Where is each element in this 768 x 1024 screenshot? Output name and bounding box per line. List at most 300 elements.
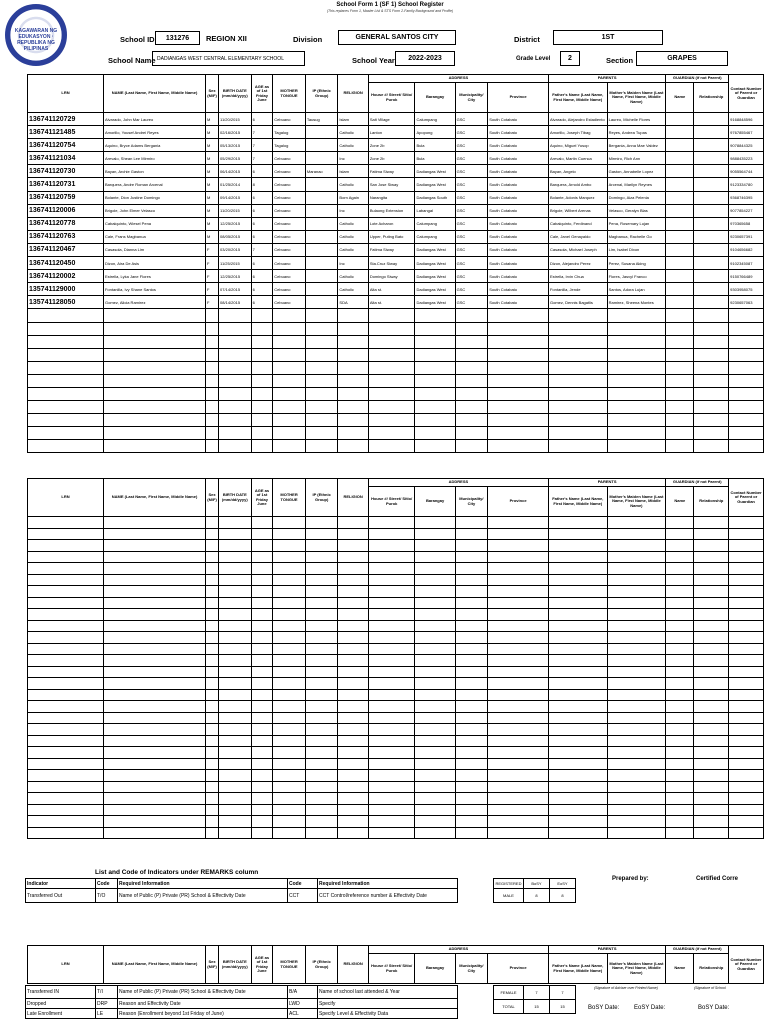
religion-cell[interactable] (338, 758, 368, 770)
name-cell[interactable] (103, 401, 205, 414)
mother-tongue-cell[interactable]: Cebuano (273, 296, 306, 309)
birthdate-cell[interactable] (219, 540, 252, 552)
lrn-cell[interactable]: 136741120002 (28, 270, 104, 283)
lrn-cell[interactable] (28, 643, 104, 655)
guardian-name-cell[interactable] (666, 666, 694, 678)
guardian-name-cell[interactable] (666, 827, 694, 839)
contact-cell[interactable] (729, 689, 764, 701)
mother-cell[interactable] (607, 666, 666, 678)
sex-cell[interactable] (206, 440, 219, 453)
sex-cell[interactable]: M (206, 178, 219, 191)
city-cell[interactable]: GSC (455, 204, 488, 217)
name-cell[interactable] (103, 793, 205, 805)
city-cell[interactable] (455, 586, 488, 598)
birthdate-cell[interactable] (219, 689, 252, 701)
father-cell[interactable] (548, 770, 607, 782)
mother-tongue-cell[interactable] (273, 387, 306, 400)
contact-cell[interactable]: 9888435223 (729, 152, 764, 165)
contact-cell[interactable] (729, 620, 764, 632)
school-name-field[interactable]: DADIANGAS WEST CENTRAL ELEMENTARY SCHOOL (152, 51, 305, 66)
barangay-cell[interactable] (415, 747, 455, 759)
guardian-name-cell[interactable] (666, 528, 694, 540)
barangay-cell[interactable] (415, 781, 455, 793)
father-cell[interactable]: Brigole, Wilbert Arenas (548, 204, 607, 217)
contact-cell[interactable]: 970365658 (729, 217, 764, 230)
mother-cell[interactable] (607, 816, 666, 828)
religion-cell[interactable]: Catholic (338, 126, 368, 139)
barangay-cell[interactable] (415, 632, 455, 644)
ip-cell[interactable] (305, 735, 338, 747)
sex-cell[interactable] (206, 701, 219, 713)
house-cell[interactable] (368, 781, 415, 793)
sex-cell[interactable] (206, 374, 219, 387)
contact-cell[interactable] (729, 597, 764, 609)
sex-cell[interactable] (206, 620, 219, 632)
religion-cell[interactable] (338, 770, 368, 782)
relationship-cell[interactable] (694, 204, 729, 217)
house-cell[interactable] (368, 655, 415, 667)
barangay-cell[interactable] (415, 414, 455, 427)
province-cell[interactable]: South Cotabato (488, 204, 549, 217)
lrn-cell[interactable]: 136741120730 (28, 165, 104, 178)
city-cell[interactable]: GSC (455, 152, 488, 165)
mother-tongue-cell[interactable]: Cebuano (273, 283, 306, 296)
ip-cell[interactable] (305, 758, 338, 770)
contact-cell[interactable] (729, 540, 764, 552)
relationship-cell[interactable] (694, 528, 729, 540)
barangay-cell[interactable] (415, 666, 455, 678)
ip-cell[interactable] (305, 781, 338, 793)
barangay-cell[interactable] (415, 735, 455, 747)
lrn-cell[interactable] (28, 678, 104, 690)
father-cell[interactable] (548, 387, 607, 400)
name-cell[interactable]: Gomez, Alicia Ramirez (103, 296, 205, 309)
relationship-cell[interactable] (694, 139, 729, 152)
sex-cell[interactable] (206, 540, 219, 552)
ip-cell[interactable] (305, 243, 338, 256)
name-cell[interactable] (103, 620, 205, 632)
name-cell[interactable] (103, 609, 205, 621)
birthdate-cell[interactable] (219, 632, 252, 644)
lrn-cell[interactable] (28, 574, 104, 586)
sex-cell[interactable] (206, 401, 219, 414)
house-cell[interactable] (368, 620, 415, 632)
province-cell[interactable] (488, 793, 549, 805)
religion-cell[interactable]: Islam (338, 165, 368, 178)
birthdate-cell[interactable] (219, 781, 252, 793)
ip-cell[interactable] (305, 204, 338, 217)
ip-cell[interactable] (305, 126, 338, 139)
sex-cell[interactable]: M (206, 191, 219, 204)
lrn-cell[interactable] (28, 348, 104, 361)
guardian-name-cell[interactable] (666, 551, 694, 563)
father-cell[interactable]: Amorillo, Joseph Tibag (548, 126, 607, 139)
guardian-name-cell[interactable] (666, 758, 694, 770)
barangay-cell[interactable]: Dadiangas West (415, 165, 455, 178)
birthdate-cell[interactable] (219, 563, 252, 575)
name-cell[interactable] (103, 689, 205, 701)
mother-cell[interactable] (607, 643, 666, 655)
mother-tongue-cell[interactable] (273, 414, 306, 427)
relationship-cell[interactable] (694, 217, 729, 230)
barangay-cell[interactable] (415, 374, 455, 387)
birthdate-cell[interactable] (219, 309, 252, 322)
barangay-cell[interactable] (415, 574, 455, 586)
age-cell[interactable] (251, 517, 273, 529)
birthdate-cell[interactable]: 07/14/2015 (219, 283, 252, 296)
name-cell[interactable] (103, 361, 205, 374)
city-cell[interactable]: GSC (455, 283, 488, 296)
guardian-name-cell[interactable] (666, 270, 694, 283)
mother-cell[interactable] (607, 309, 666, 322)
guardian-name-cell[interactable] (666, 440, 694, 453)
city-cell[interactable] (455, 724, 488, 736)
relationship-cell[interactable] (694, 712, 729, 724)
father-cell[interactable] (548, 632, 607, 644)
name-cell[interactable] (103, 712, 205, 724)
sex-cell[interactable] (206, 689, 219, 701)
barangay-cell[interactable]: Dadiangas West (415, 257, 455, 270)
birthdate-cell[interactable]: 09/14/2015 (219, 191, 252, 204)
name-cell[interactable] (103, 517, 205, 529)
province-cell[interactable]: South Cotabato (488, 152, 549, 165)
mother-tongue-cell[interactable] (273, 632, 306, 644)
city-cell[interactable] (455, 701, 488, 713)
mother-tongue-cell[interactable] (273, 528, 306, 540)
house-cell[interactable] (368, 540, 415, 552)
father-cell[interactable] (548, 758, 607, 770)
age-cell[interactable] (251, 632, 273, 644)
city-cell[interactable]: GSC (455, 126, 488, 139)
ip-cell[interactable] (305, 387, 338, 400)
name-cell[interactable] (103, 804, 205, 816)
house-cell[interactable] (368, 309, 415, 322)
relationship-cell[interactable] (694, 517, 729, 529)
contact-cell[interactable] (729, 793, 764, 805)
father-cell[interactable] (548, 361, 607, 374)
name-cell[interactable]: Bayan, Archie Gaston (103, 165, 205, 178)
ip-cell[interactable] (305, 632, 338, 644)
name-cell[interactable] (103, 643, 205, 655)
guardian-name-cell[interactable] (666, 374, 694, 387)
age-cell[interactable] (251, 781, 273, 793)
contact-cell[interactable]: 9078844325 (729, 139, 764, 152)
religion-cell[interactable]: Inc (338, 204, 368, 217)
religion-cell[interactable] (338, 609, 368, 621)
province-cell[interactable] (488, 701, 549, 713)
mother-cell[interactable]: Santos, Adora Lujan (607, 283, 666, 296)
religion-cell[interactable] (338, 517, 368, 529)
ip-cell[interactable] (305, 414, 338, 427)
contact-cell[interactable] (729, 804, 764, 816)
relationship-cell[interactable] (694, 152, 729, 165)
contact-cell[interactable]: 9077854227 (729, 204, 764, 217)
province-cell[interactable] (488, 540, 549, 552)
guardian-name-cell[interactable] (666, 781, 694, 793)
guardian-name-cell[interactable] (666, 678, 694, 690)
mother-tongue-cell[interactable] (273, 678, 306, 690)
father-cell[interactable] (548, 335, 607, 348)
sex-cell[interactable]: F (206, 296, 219, 309)
relationship-cell[interactable] (694, 747, 729, 759)
barangay-cell[interactable] (415, 597, 455, 609)
guardian-name-cell[interactable] (666, 191, 694, 204)
mother-cell[interactable]: Velasco, Geralyn Blas (607, 204, 666, 217)
province-cell[interactable] (488, 322, 549, 335)
name-cell[interactable]: Amorillo, Yousef Andrei Reyes (103, 126, 205, 139)
age-cell[interactable] (251, 387, 273, 400)
relationship-cell[interactable] (694, 689, 729, 701)
birthdate-cell[interactable] (219, 747, 252, 759)
name-cell[interactable] (103, 747, 205, 759)
house-cell[interactable] (368, 586, 415, 598)
guardian-name-cell[interactable] (666, 243, 694, 256)
mother-tongue-cell[interactable]: Cebuano (273, 243, 306, 256)
school-id-field[interactable]: 131276 (155, 31, 200, 45)
contact-cell[interactable] (729, 361, 764, 374)
division-field[interactable]: GENERAL SANTOS CITY (338, 30, 456, 45)
lrn-cell[interactable]: 136741120778 (28, 217, 104, 230)
religion-cell[interactable] (338, 322, 368, 335)
city-cell[interactable] (455, 678, 488, 690)
guardian-name-cell[interactable] (666, 335, 694, 348)
barangay-cell[interactable] (415, 517, 455, 529)
ip-cell[interactable] (305, 440, 338, 453)
lrn-cell[interactable] (28, 387, 104, 400)
contact-cell[interactable] (729, 335, 764, 348)
contact-cell[interactable] (729, 401, 764, 414)
guardian-name-cell[interactable] (666, 178, 694, 191)
contact-cell[interactable] (729, 517, 764, 529)
province-cell[interactable] (488, 781, 549, 793)
ip-cell[interactable] (305, 689, 338, 701)
sex-cell[interactable]: F (206, 283, 219, 296)
province-cell[interactable]: South Cotabato (488, 283, 549, 296)
house-cell[interactable] (368, 609, 415, 621)
sex-cell[interactable] (206, 724, 219, 736)
sex-cell[interactable] (206, 655, 219, 667)
ip-cell[interactable] (305, 678, 338, 690)
city-cell[interactable] (455, 540, 488, 552)
father-cell[interactable] (548, 724, 607, 736)
lrn-cell[interactable] (28, 361, 104, 374)
city-cell[interactable] (455, 574, 488, 586)
ip-cell[interactable] (305, 643, 338, 655)
sex-cell[interactable]: M (206, 139, 219, 152)
mother-tongue-cell[interactable] (273, 758, 306, 770)
mother-tongue-cell[interactable] (273, 724, 306, 736)
ip-cell[interactable] (305, 804, 338, 816)
contact-cell[interactable] (729, 632, 764, 644)
lrn-cell[interactable] (28, 632, 104, 644)
barangay-cell[interactable]: Calumpang (415, 230, 455, 243)
guardian-name-cell[interactable] (666, 296, 694, 309)
barangay-cell[interactable] (415, 816, 455, 828)
contact-cell[interactable] (729, 747, 764, 759)
mother-tongue-cell[interactable] (273, 374, 306, 387)
contact-cell[interactable] (729, 586, 764, 598)
barangay-cell[interactable] (415, 724, 455, 736)
sex-cell[interactable]: F (206, 243, 219, 256)
house-cell[interactable]: Alta st. (368, 296, 415, 309)
religion-cell[interactable] (338, 793, 368, 805)
mother-cell[interactable]: Mirmiro, Rich Ann (607, 152, 666, 165)
age-cell[interactable] (251, 540, 273, 552)
father-cell[interactable] (548, 586, 607, 598)
province-cell[interactable] (488, 735, 549, 747)
father-cell[interactable] (548, 678, 607, 690)
relationship-cell[interactable] (694, 113, 729, 126)
birthdate-cell[interactable] (219, 712, 252, 724)
age-cell[interactable]: 6 (251, 296, 273, 309)
barangay-cell[interactable] (415, 551, 455, 563)
birthdate-cell[interactable] (219, 401, 252, 414)
name-cell[interactable] (103, 414, 205, 427)
relationship-cell[interactable] (694, 586, 729, 598)
barangay-cell[interactable] (415, 770, 455, 782)
sex-cell[interactable] (206, 586, 219, 598)
father-cell[interactable] (548, 348, 607, 361)
name-cell[interactable] (103, 678, 205, 690)
province-cell[interactable] (488, 348, 549, 361)
province-cell[interactable]: South Cotabato (488, 191, 549, 204)
father-cell[interactable] (548, 374, 607, 387)
mother-tongue-cell[interactable]: Cebuano (273, 178, 306, 191)
ip-cell[interactable] (305, 586, 338, 598)
name-cell[interactable] (103, 528, 205, 540)
relationship-cell[interactable] (694, 361, 729, 374)
mother-tongue-cell[interactable]: Cebuano (273, 257, 306, 270)
contact-cell[interactable] (729, 666, 764, 678)
house-cell[interactable] (368, 387, 415, 400)
lrn-cell[interactable] (28, 735, 104, 747)
province-cell[interactable] (488, 528, 549, 540)
city-cell[interactable] (455, 563, 488, 575)
contact-cell[interactable] (729, 724, 764, 736)
age-cell[interactable] (251, 574, 273, 586)
mother-tongue-cell[interactable] (273, 586, 306, 598)
father-cell[interactable] (548, 414, 607, 427)
guardian-name-cell[interactable] (666, 620, 694, 632)
father-cell[interactable]: Cale, Janel Genayaldo (548, 230, 607, 243)
guardian-name-cell[interactable] (666, 204, 694, 217)
mother-tongue-cell[interactable]: Cebuano (273, 113, 306, 126)
age-cell[interactable] (251, 528, 273, 540)
contact-cell[interactable] (729, 348, 764, 361)
birthdate-cell[interactable] (219, 597, 252, 609)
mother-tongue-cell[interactable] (273, 793, 306, 805)
lrn-cell[interactable] (28, 701, 104, 713)
guardian-name-cell[interactable] (666, 126, 694, 139)
name-cell[interactable]: Bolante, Dion Justine Domingo (103, 191, 205, 204)
guardian-name-cell[interactable] (666, 655, 694, 667)
birthdate-cell[interactable] (219, 551, 252, 563)
sex-cell[interactable]: M (206, 217, 219, 230)
mother-tongue-cell[interactable] (273, 827, 306, 839)
name-cell[interactable]: Alvarado, John Mar Laureo (103, 113, 205, 126)
age-cell[interactable] (251, 609, 273, 621)
birthdate-cell[interactable]: 05/29/2015 (219, 152, 252, 165)
contact-cell[interactable]: 9230657063 (729, 296, 764, 309)
age-cell[interactable] (251, 361, 273, 374)
contact-cell[interactable] (729, 528, 764, 540)
barangay-cell[interactable] (415, 309, 455, 322)
house-cell[interactable] (368, 401, 415, 414)
house-cell[interactable]: Zone 2b (368, 152, 415, 165)
name-cell[interactable] (103, 427, 205, 440)
mother-cell[interactable] (607, 609, 666, 621)
guardian-name-cell[interactable] (666, 517, 694, 529)
mother-cell[interactable] (607, 374, 666, 387)
contact-cell[interactable]: 9102345087 (729, 257, 764, 270)
province-cell[interactable] (488, 655, 549, 667)
birthdate-cell[interactable] (219, 643, 252, 655)
barangay-cell[interactable] (415, 335, 455, 348)
relationship-cell[interactable] (694, 724, 729, 736)
ip-cell[interactable] (305, 322, 338, 335)
sex-cell[interactable] (206, 427, 219, 440)
birthdate-cell[interactable] (219, 620, 252, 632)
religion-cell[interactable] (338, 563, 368, 575)
religion-cell[interactable]: Inc (338, 257, 368, 270)
age-cell[interactable] (251, 712, 273, 724)
ip-cell[interactable] (305, 724, 338, 736)
house-cell[interactable]: Salt Village (368, 113, 415, 126)
mother-cell[interactable] (607, 724, 666, 736)
guardian-name-cell[interactable] (666, 257, 694, 270)
relationship-cell[interactable] (694, 283, 729, 296)
sex-cell[interactable] (206, 770, 219, 782)
mother-tongue-cell[interactable] (273, 551, 306, 563)
father-cell[interactable] (548, 781, 607, 793)
religion-cell[interactable] (338, 804, 368, 816)
religion-cell[interactable]: Catholic (338, 217, 368, 230)
sex-cell[interactable] (206, 361, 219, 374)
guardian-name-cell[interactable] (666, 574, 694, 586)
name-cell[interactable]: Cabalquinto, Wiesel Pena (103, 217, 205, 230)
religion-cell[interactable] (338, 361, 368, 374)
sex-cell[interactable] (206, 309, 219, 322)
sex-cell[interactable] (206, 563, 219, 575)
city-cell[interactable] (455, 348, 488, 361)
ip-cell[interactable] (305, 655, 338, 667)
mother-tongue-cell[interactable] (273, 609, 306, 621)
mother-cell[interactable] (607, 414, 666, 427)
sex-cell[interactable] (206, 348, 219, 361)
birthdate-cell[interactable] (219, 666, 252, 678)
barangay-cell[interactable] (415, 401, 455, 414)
province-cell[interactable] (488, 712, 549, 724)
barangay-cell[interactable] (415, 701, 455, 713)
house-cell[interactable]: San Jose Siway (368, 178, 415, 191)
barangay-cell[interactable] (415, 427, 455, 440)
city-cell[interactable]: GSC (455, 191, 488, 204)
barangay-cell[interactable]: Dadiangas West (415, 296, 455, 309)
name-cell[interactable]: Arevalo, Shean Lee Mirmiro (103, 152, 205, 165)
city-cell[interactable]: GSC (455, 165, 488, 178)
age-cell[interactable] (251, 689, 273, 701)
religion-cell[interactable] (338, 632, 368, 644)
name-cell[interactable]: Aquino, Bryce Adams Bergania (103, 139, 205, 152)
province-cell[interactable] (488, 427, 549, 440)
contact-cell[interactable]: 9368746395 (729, 191, 764, 204)
relationship-cell[interactable] (694, 414, 729, 427)
relationship-cell[interactable] (694, 296, 729, 309)
sex-cell[interactable] (206, 747, 219, 759)
section-field[interactable]: GRAPES (636, 51, 728, 66)
guardian-name-cell[interactable] (666, 322, 694, 335)
sex-cell[interactable] (206, 666, 219, 678)
